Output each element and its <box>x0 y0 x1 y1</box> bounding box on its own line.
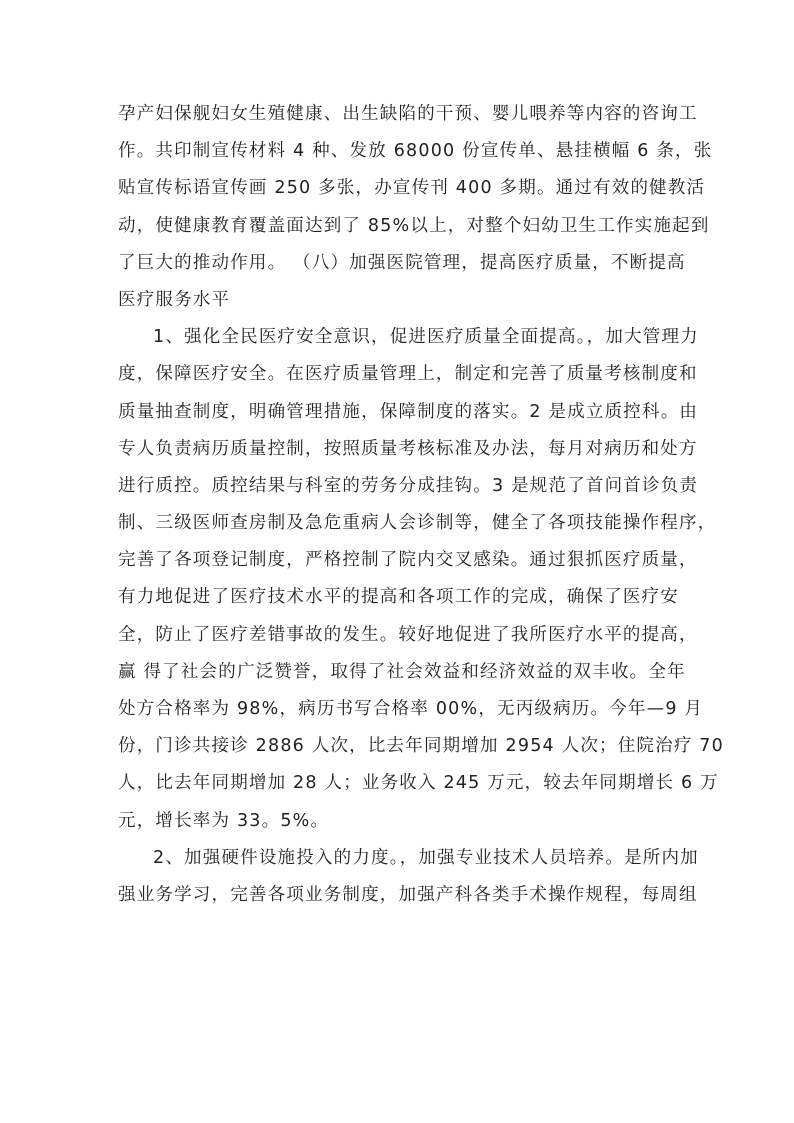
paragraph-first-line: 1、强化全民医疗安全意识，促进医疗质量全面提高。，加大管理力 <box>153 327 699 348</box>
document-page <box>118 96 724 914</box>
text-line: 有力地促进了医疗技术水平的提高和各项工作的完成，确保了医疗安 <box>118 587 679 608</box>
text-line: 动，使健康教育覆盖面达到了 85%以上，对整个妇幼卫生工作实施起到 <box>118 215 710 236</box>
text-line: 处方合格率为 98%，病历书写合格率 00%，无丙级病历。今年—9 月 <box>118 699 704 719</box>
text-line: 度，保障医疗安全。在医疗质量管理上，制定和完善了质量考核制度和 <box>118 364 698 385</box>
text-line: 专人负责病历质量控制，按照质量考核标准及办法，每月对病历和处方 <box>118 438 698 459</box>
text-line: 作。共印制宣传材料 4 种、发放 68000 份宣传单、悬挂横幅 6 条，张 <box>118 141 713 162</box>
text-line: 进行质控。质控结果与科室的劳务分成挂钩。3 是规范了首问首诊负责 <box>118 475 699 496</box>
text-line: 了巨大的推动作用。 （八）加强医院管理，提高医疗质量，不断提高 <box>118 252 686 273</box>
text-line: 强业务学习，完善各项业务制度，加强产科各类手术操作规程，每周组 <box>118 884 698 905</box>
text-line: 孕产妇保舰妇女生殖健康、出生缺陷的干预、婴儿喂养等内容的咨询工 <box>118 104 698 124</box>
text-line: 全，防止了医疗差错事故的发生。较好地促进了我所医疗水平的提高， <box>118 624 698 645</box>
text-line: 医疗服务水平 <box>118 289 231 310</box>
text-line: 制、三级医师查房制及急危重病人会诊制等，健全了各项技能操作程序， <box>118 513 717 534</box>
text-line: 人，比去年同期增加 28 人；业务收入 245 万元，较去年同期增长 6 万 <box>118 773 719 794</box>
text-line: 完善了各项登记制度，严格控制了院内交叉感染。通过狠抓医疗质量， <box>118 550 698 571</box>
text-line: 质量抽查制度，明确管理措施，保障制度的落实。2 是成立质控科。由 <box>118 401 699 422</box>
text-line: 份，门诊共接诊 2886 人次，比去年同期增加 2954 人次；住院治疗 70 <box>118 736 724 757</box>
paragraph-first-line: 2、加强硬件设施投入的力度。，加强专业技术人员培养。是所内加 <box>153 847 699 868</box>
text-line: 赢 得了社会的广泛赞誉，取得了社会效益和经济效益的双丰收。全年 <box>118 661 686 682</box>
text-line: 贴宣传标语宣传画 250 多张，办宣传刊 400 多期。通过有效的健教活 <box>118 178 706 199</box>
text-line: 元，增长率为 33。5%。 <box>118 810 330 831</box>
